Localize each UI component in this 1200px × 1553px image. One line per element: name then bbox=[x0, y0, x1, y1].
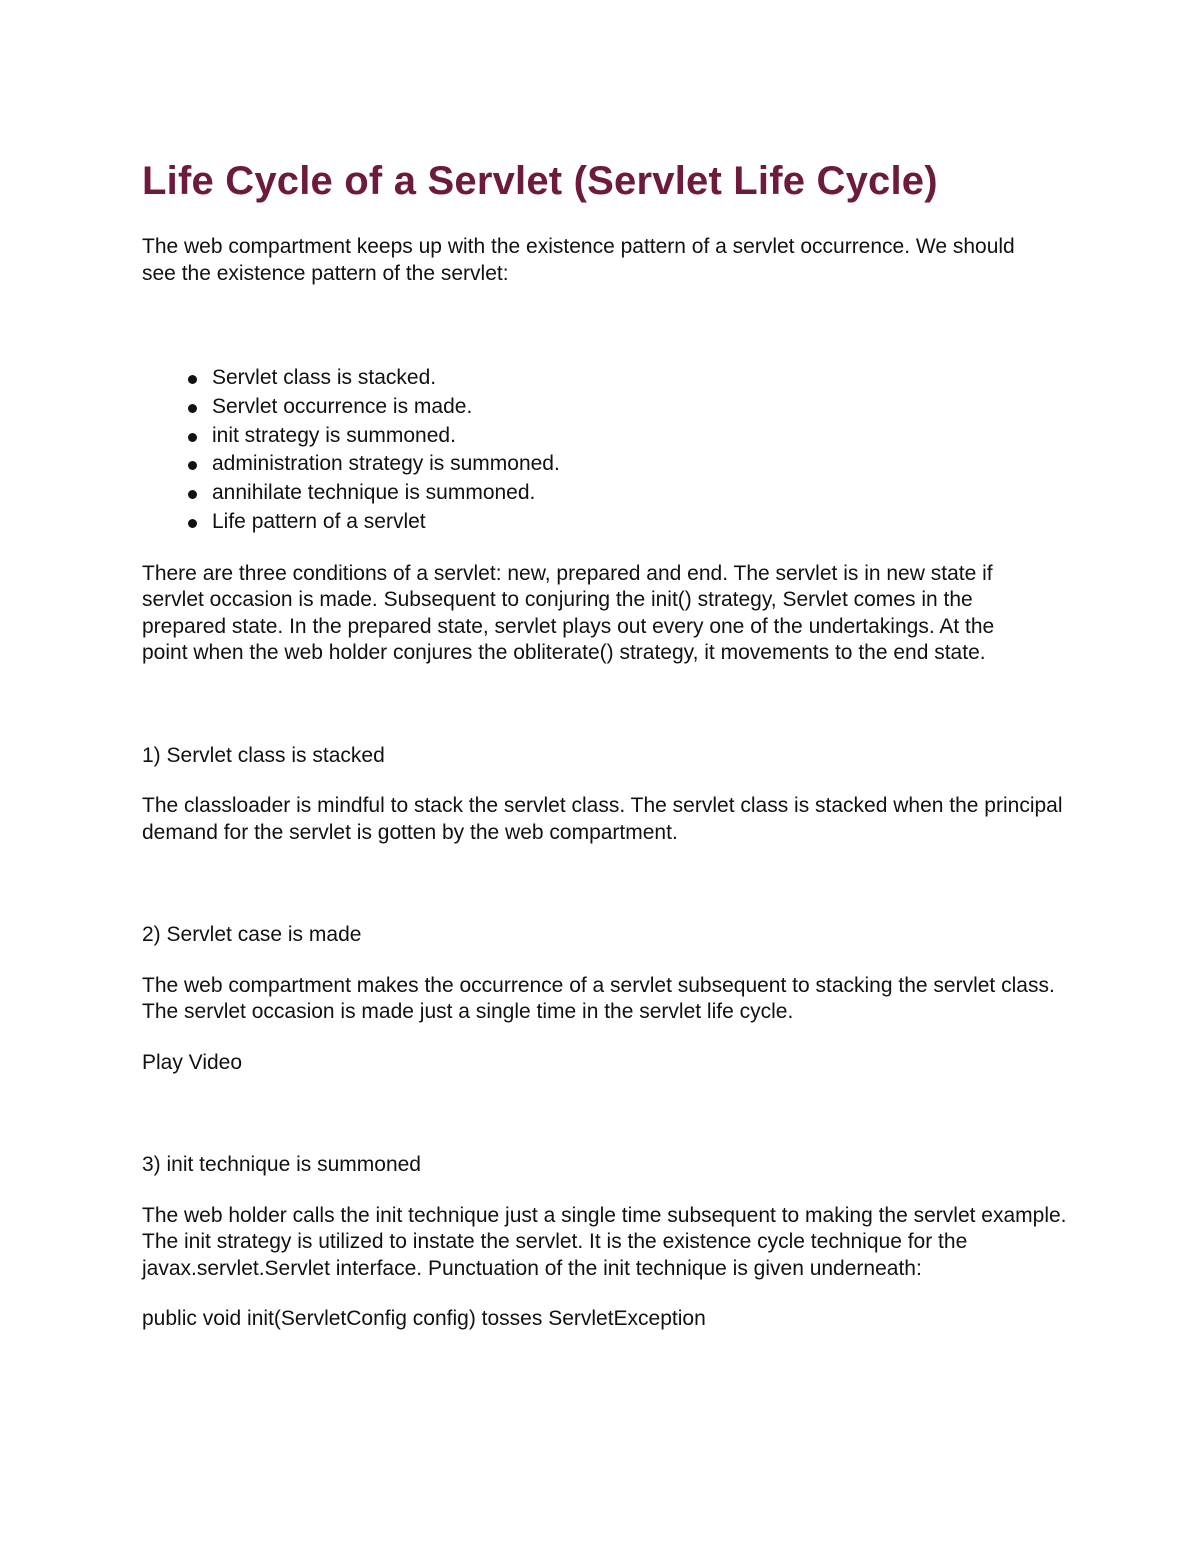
list-item bbox=[188, 450, 1072, 479]
init-signature: public void init(ServletConfig config) tosses ServletException bbox=[142, 1307, 706, 1331]
intro-paragraph: The web compartment keeps up with the existence pattern of a servlet occurrence. We should see the existence pattern of the servlet: bbox=[142, 235, 1015, 285]
section-text-case-made: The web compartment makes the occurrence of a servlet subsequent to stacking the servlet class. The servlet occasion is made just a single time in the servlet life cycle. bbox=[142, 973, 1055, 1024]
bullet-icon bbox=[188, 404, 197, 413]
list-item-text: init strategy is summoned. bbox=[212, 423, 456, 447]
section-heading-init: 3) init technique is summoned bbox=[142, 1153, 421, 1177]
list-item bbox=[188, 508, 1072, 537]
list-item-text: Life pattern of a servlet bbox=[212, 509, 426, 533]
list-item bbox=[188, 364, 1072, 393]
play-video-text: Play Video bbox=[142, 1050, 243, 1074]
page-title: Life Cycle of a Servlet (Servlet Life Cycle) bbox=[142, 159, 938, 203]
list-item-text: annihilate technique is summoned. bbox=[212, 481, 536, 505]
list-item bbox=[188, 393, 1072, 422]
section-heading-case-made: 2) Servlet case is made bbox=[142, 923, 362, 947]
lifecycle-steps-list bbox=[142, 364, 1072, 537]
list-item bbox=[188, 422, 1072, 451]
bullet-icon bbox=[188, 375, 197, 384]
bullet-icon bbox=[188, 490, 197, 499]
list-item-text: administration strategy is summoned. bbox=[212, 452, 560, 476]
list-item-text: Servlet class is stacked. bbox=[212, 366, 437, 389]
section-heading-class-stacked: 1) Servlet class is stacked bbox=[142, 743, 385, 767]
bullet-icon bbox=[188, 433, 197, 442]
document-content bbox=[142, 155, 1072, 1333]
section-text-class-stacked: The classloader is mindful to stack the servlet class. The servlet class is stacked when the principal demand for the servlet is gotten by the web compartment. bbox=[142, 794, 1063, 844]
list-item bbox=[188, 479, 1072, 508]
bullet-icon bbox=[188, 519, 197, 528]
section-text-init: The web holder calls the init technique just a single time subsequent to making the servlet example. The init strategy is utilized to instate the servlet. It is the existence cycle technique for the javax.servlet.Servlet interface. Punctuation of the init technique is given underneath: bbox=[142, 1203, 1067, 1280]
list-item-text: Servlet occurrence is made. bbox=[212, 394, 473, 418]
bullet-icon bbox=[188, 461, 197, 470]
states-paragraph: There are three conditions of a servlet: new, prepared and end. The servlet is in new state if servlet occasion is made. Subsequent to conjuring the init() strategy, Servlet comes in the prepared state. In the prepared state, servlet plays out every one of the undertakings. At the point when the web holder conjures the obliterate() strategy, it movements to the end state. bbox=[142, 561, 995, 665]
